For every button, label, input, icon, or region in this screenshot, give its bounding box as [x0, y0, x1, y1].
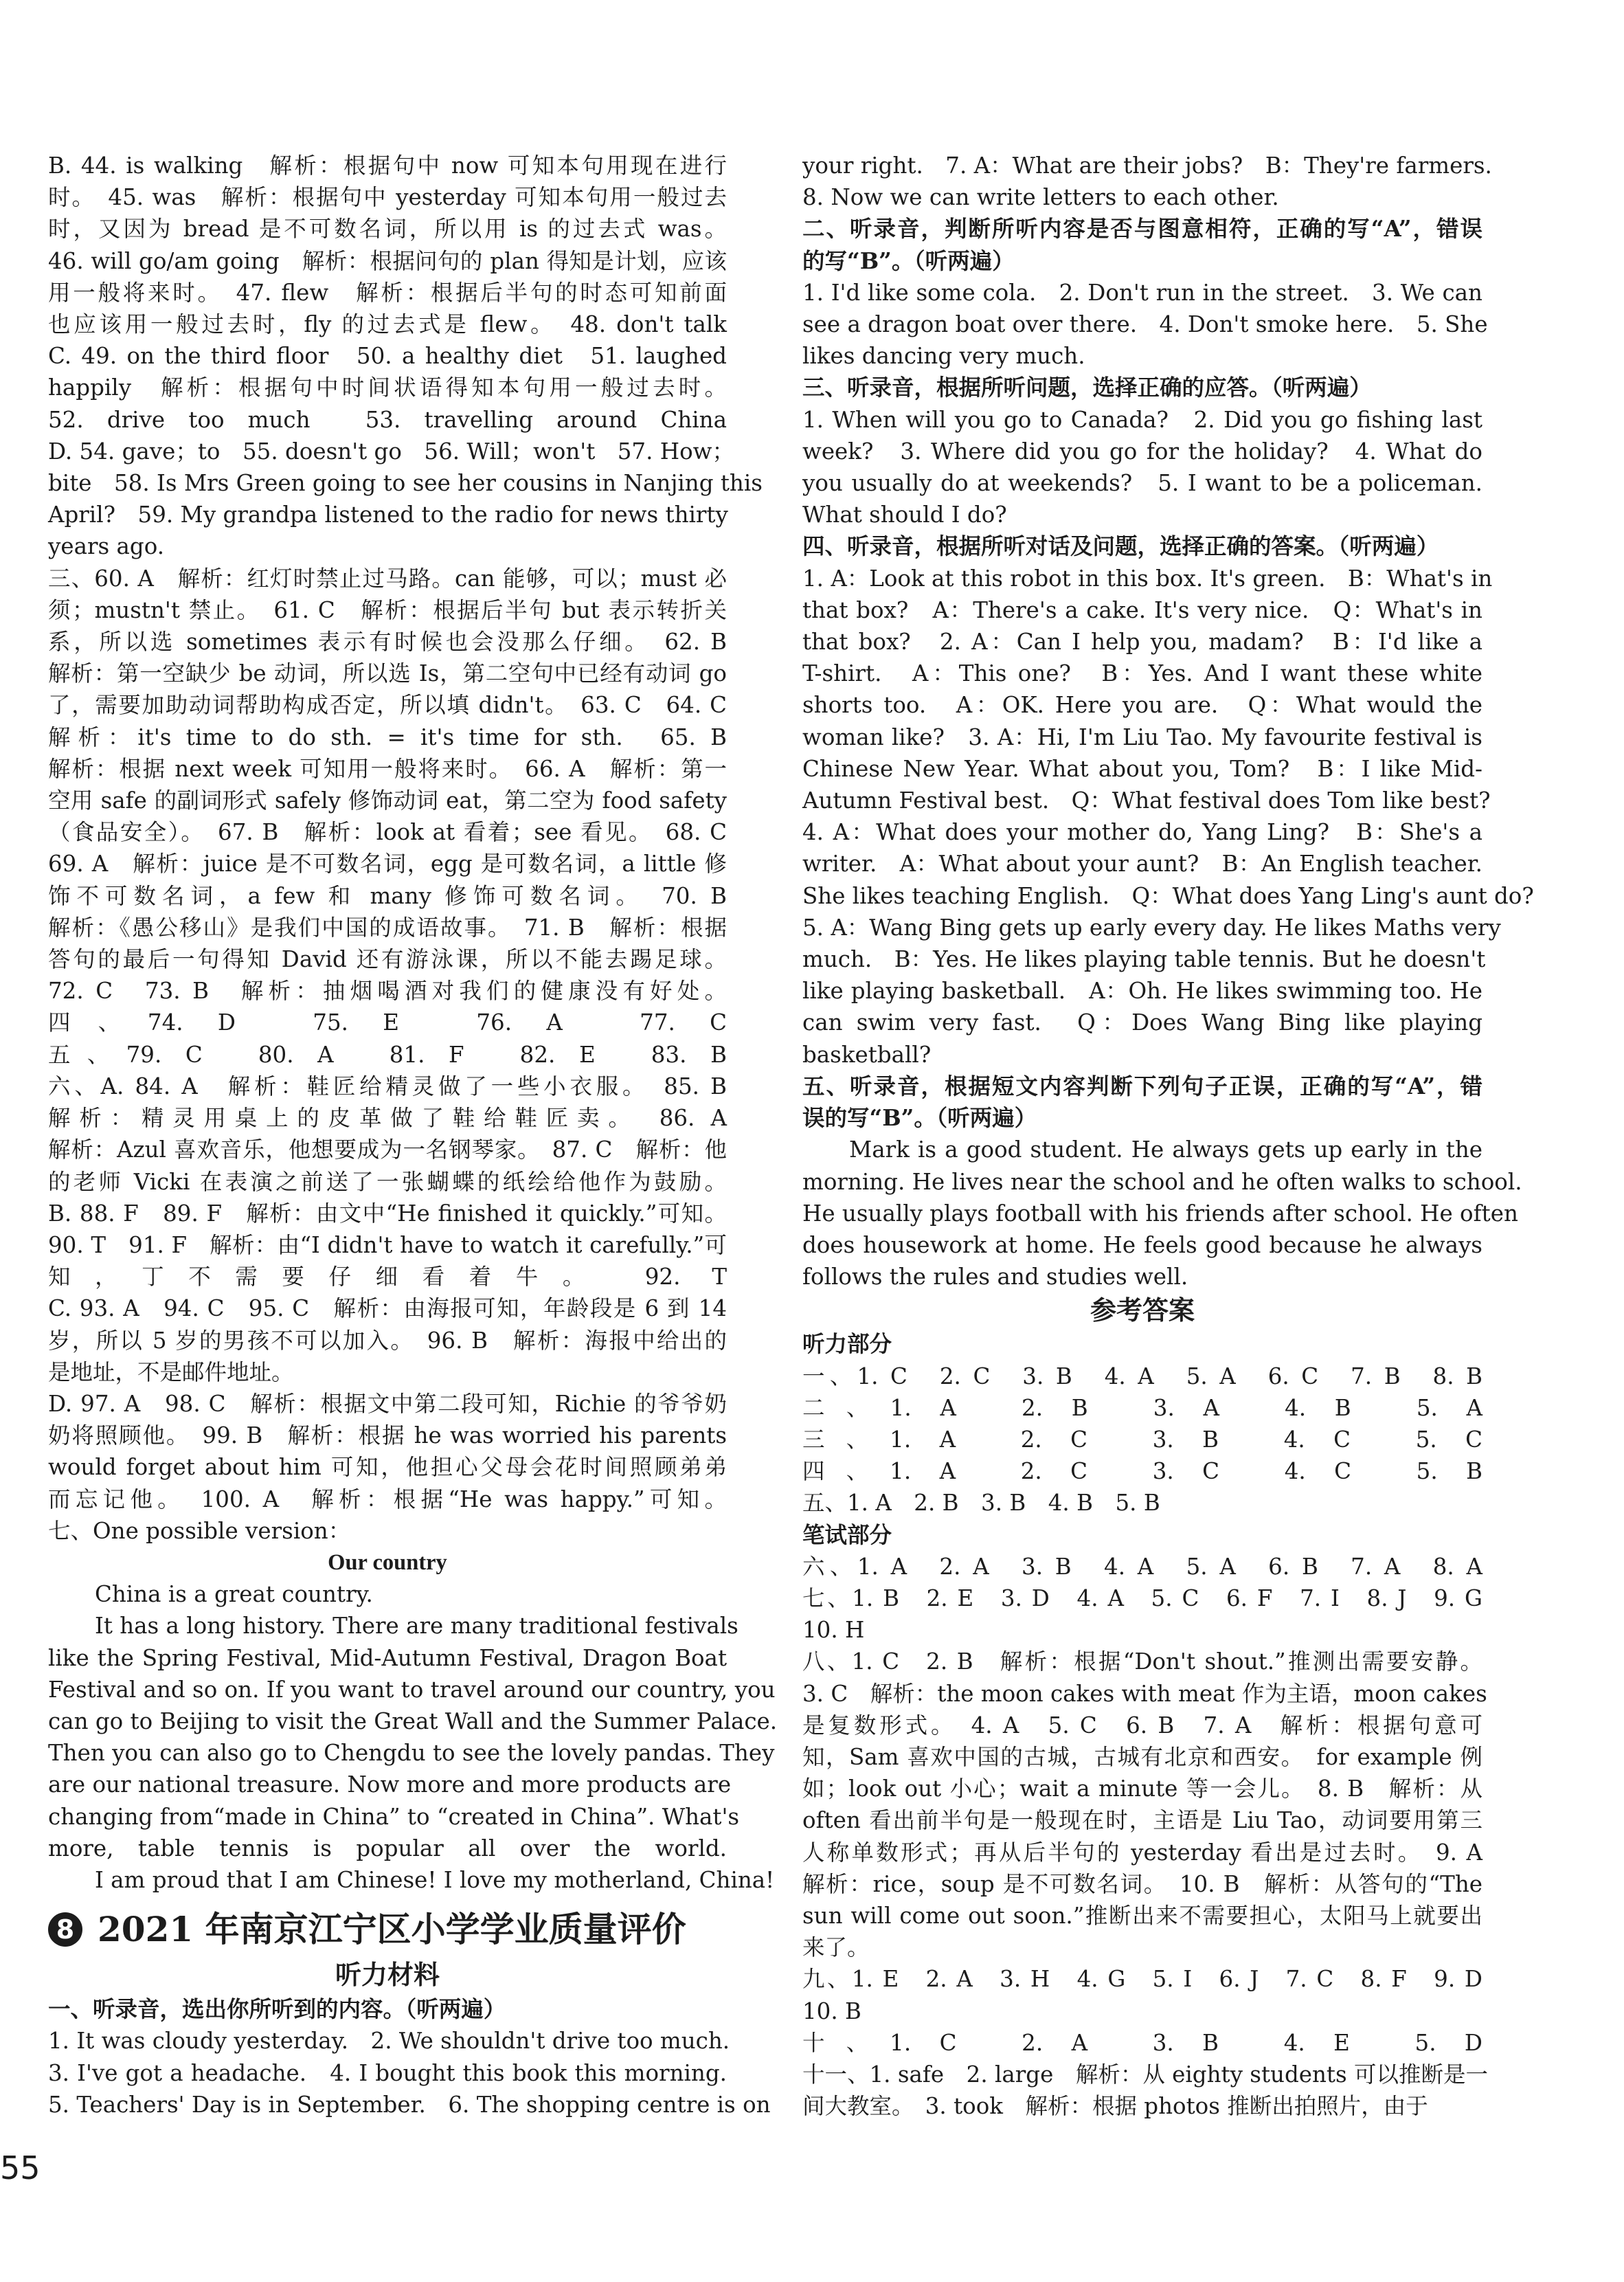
text-line: 解析：Azul 喜欢音乐，他想要成为一名钢琴家。 87. C 解析：他	[48, 1137, 727, 1163]
answer-line: 是复数形式。 4. A 5. C 6. B 7. A 解析：根据句意可	[802, 1712, 1482, 1738]
text-line: that box? A：There's a cake. It's very nice. Q：What's in	[802, 596, 1482, 623]
text-line: 三、60. A 解析：红灯时禁止过马路。can 能够，可以；must 必	[48, 565, 727, 592]
text-line: 1. It was cloudy yesterday. 2. We shouldn't drive too much.	[48, 2028, 730, 2055]
essay-title: Our country	[328, 1550, 447, 1575]
text-line: B. 88. F 89. F 解析：由文中“He finished it quickly.”可知。	[48, 1200, 727, 1227]
text-line: 解析：it's time to do sth. = it's time for sth. 65. B	[48, 724, 727, 750]
answer-line: 十、1. C 2. A 3. B 4. E 5. D	[802, 2029, 1482, 2056]
question-heading: 一、听录音，选出你所听到的内容。（听两遍）	[48, 1995, 506, 2023]
question-body	[802, 404, 1482, 531]
text-line: writer. A：What about your aunt? B：An English teacher.	[802, 851, 1482, 877]
text-line: 奶将照顾他。 99. B 解析：根据 he was worried his parents	[48, 1422, 727, 1449]
text-line: happily 解析：根据句中时间状语得知本句用一般过去时。	[48, 374, 727, 401]
text-line: 5. A：Wang Bing gets up early every day. He likes Maths very	[802, 914, 1501, 941]
text-line: that box? 2. A：Can I help you, madam? B：I'd like a	[802, 629, 1482, 656]
left-column	[48, 150, 778, 2121]
answer-line: 九、1. E 2. A 3. H 4. G 5. I 6. J 7. C 8. F 9. D	[802, 1966, 1482, 1993]
question-heading: 四、听录音，根据所听对话及问题，选择正确的答案。（听两遍）	[802, 533, 1439, 560]
text-line: 8. Now we can write letters to each other.	[802, 184, 1279, 211]
text-line: 3. I've got a headache. 4. I bought this book this morning.	[48, 2059, 727, 2086]
text-line: 系，所以选 sometimes 表示有时候也会没那么仔细。 62. B	[48, 629, 727, 656]
essay-line: more, table tennis is popular all over the world.	[48, 1835, 727, 1861]
writing-answers	[802, 1551, 1488, 2123]
text-line: 的老师 Vicki 在表演之前送了一张蝴蝶的纸绘给他作为鼓励。	[48, 1168, 727, 1195]
section-title-text: 2021 年南京江宁区小学学业质量评价	[98, 1909, 686, 1950]
text-line: 52. drive too much 53. travelling around China	[48, 406, 727, 433]
answer-line: 三、1. A 2. C 3. B 4. C 5. C	[802, 1426, 1482, 1453]
essay-line: It has a long history. There are many traditional festivals	[95, 1613, 738, 1640]
text-line: 四、74. D 75. E 76. A 77. C	[48, 1009, 727, 1036]
answer-line: 3. C 解析：the moon cakes with meat 作为主语，moon cakes	[802, 1680, 1487, 1707]
text-line: much. B：Yes. He likes playing table tennis. But he doesn't	[802, 946, 1486, 973]
text-line: 时。 45. was 解析：根据句中 yesterday 可知本句用一般过去	[48, 184, 727, 211]
text-line: does housework at home. He feels good because he always	[802, 1231, 1482, 1258]
text-line: D. 54. gave；to 55. doesn't go 56. Will；won't 57. How；	[48, 438, 734, 465]
text-line: Autumn Festival best. Q：What festival does Tom like best?	[802, 787, 1491, 814]
text-line: She likes teaching English. Q：What does Yang Ling's aunt do?	[802, 882, 1534, 909]
text-line: 解析：第一空缺少 be 动词，所以选 Is，第二空句中已经有动词 go	[48, 660, 727, 687]
text-line: 七、One possible version：	[48, 1517, 351, 1544]
text-line: 知，丁不需要仔细看着牛。 92. T	[48, 1264, 727, 1290]
answer-line: 解析：rice，soup 是不可数名词。 10. B 解析：从答句的“The	[802, 1870, 1482, 1897]
essay-line: are our national treasure. Now more and more products are	[48, 1771, 732, 1798]
text-line: C. 93. A 94. C 95. C 解析：由海报可知，年龄段是 6 到 14	[48, 1295, 727, 1322]
listening-part-label: 听力部分	[802, 1330, 892, 1358]
listening-answers	[802, 1361, 1482, 1519]
text-line: What should I do?	[802, 502, 1007, 528]
text-line: 解析：《愚公移山》是我们中国的成语故事。 71. B 解析：根据	[48, 914, 727, 941]
text-line: morning. He lives near the school and he often walks to school.	[802, 1168, 1522, 1195]
answer-line: 10. H	[802, 1617, 865, 1644]
text-line: 五、79. C 80. A 81. F 82. E 83. B	[48, 1041, 727, 1068]
text-line: 饰不可数名词，a few 和 many 修饰可数名词。 70. B	[48, 882, 727, 909]
text-line: 5. Teachers' Day is in September. 6. The shopping centre is on	[48, 2091, 771, 2118]
essay-line: can go to Beijing to visit the Great Wall and the Summer Palace.	[48, 1708, 778, 1734]
section-title	[48, 1903, 727, 1956]
question-body	[48, 2025, 771, 2121]
right-column	[802, 150, 1534, 2122]
question-heading: 二、听录音，判断所听内容是否与图意相符，正确的写“A”，错误	[802, 215, 1482, 243]
question-body	[802, 1134, 1522, 1293]
question-heading: 误的写“B”。（听两遍）	[802, 1104, 1037, 1132]
answer-line: 七、1. B 2. E 3. D 4. A 5. C 6. F 7. I 8. J 9. G	[802, 1585, 1482, 1611]
answer-line: 知，Sam 喜欢中国的古城，古城有北京和西安。 for example 例	[802, 1743, 1482, 1770]
text-line: woman like? 3. A：Hi, I'm Liu Tao. My favourite festival is	[802, 724, 1482, 750]
text-line: April? 59. My grandpa listened to the radio for news thirty	[48, 502, 728, 528]
text-line: Mark is a good student. He always gets up early in the	[849, 1137, 1482, 1163]
text-line: week? 3. Where did you go for the holiday? 4. What do	[802, 438, 1482, 465]
text-line: years ago.	[48, 533, 165, 560]
text-line: shorts too. A：OK. Here you are. Q：What would the	[802, 692, 1482, 719]
text-line: 是地址，不是邮件地址。	[48, 1358, 294, 1385]
text-line: you usually do at weekends? 5. I want to be a policeman.	[802, 470, 1482, 497]
question-heading: 五、听录音，根据短文内容判断下列句子正误，正确的写“A”，错	[802, 1072, 1482, 1099]
essay-line: China is a great country.	[95, 1581, 373, 1608]
essay-line: Festival and so on. If you want to travel around our country, you	[48, 1676, 776, 1703]
listening-script-cont	[802, 150, 1492, 213]
answer-line: 人称单数形式；再从后半句的 yesterday 看出是过去时。 9. A	[802, 1839, 1482, 1866]
text-line: 1. A：Look at this robot in this box. It's green. B：What's in	[802, 565, 1493, 592]
section-number-badge: 8	[48, 1912, 82, 1947]
text-line: 1. I'd like some cola. 2. Don't run in the street. 3. We can	[802, 279, 1482, 306]
question-heading: 的写“B”。（听两遍）	[802, 247, 1015, 274]
answer-line: 二、1. A 2. B 3. A 4. B 5. A	[802, 1394, 1482, 1421]
text-line: bite 58. Is Mrs Green going to see her cousins in Nanjing this	[48, 470, 763, 497]
text-line: （食品安全）。 67. B 解析：look at 看着；see 看见。 68. C	[48, 819, 727, 846]
answer-line: often 看出前半句是一般现在时，主语是 Liu Tao，动词要用第三	[802, 1807, 1482, 1834]
answer-line: 间大教室。 3. took 解析：根据 photos 推断出拍照片，由于	[802, 2093, 1428, 2120]
answer-line: 六、1. A 2. A 3. B 4. A 5. A 6. B 7. A 8. A	[802, 1553, 1482, 1580]
text-line: 答句的最后一句得知 David 还有游泳课，所以不能去踢足球。	[48, 946, 727, 973]
text-line: 也应该用一般过去时，fly 的过去式是 flew。 48. don't talk	[48, 311, 727, 338]
text-line: 岁，所以 5 岁的男孩不可以加入。 96. B 解析：海报中给出的	[48, 1327, 727, 1354]
text-line: see a dragon boat over there. 4. Don't smoke here. 5. She	[802, 311, 1488, 338]
writing-part-label: 笔试部分	[802, 1521, 892, 1548]
answer-keys-part1	[48, 150, 763, 1547]
text-line: would forget about him 可知，他担心父母会花时间照顾弟弟	[48, 1454, 727, 1481]
text-line: 72. C 73. B 解析：抽烟喝酒对我们的健康没有好处。	[48, 978, 727, 1005]
answer-line: 如；look out 小心；wait a minute 等一会儿。 8. B 解析：从	[802, 1776, 1482, 1802]
answer-line: 十一、1. safe 2. large 解析：从 eighty students 可以推断是一	[802, 2061, 1488, 2088]
essay-line: Then you can also go to Chengdu to see the lovely pandas. They	[48, 1740, 775, 1767]
text-line: follows the rules and studies well.	[802, 1264, 1188, 1290]
text-line: 空用 safe 的副词形式 safely 修饰动词 eat，第二空为 food safety	[48, 787, 727, 814]
text-line: 须；mustn't 禁止。 61. C 解析：根据后半句 but 表示转折关	[48, 596, 727, 623]
essay-line: like the Spring Festival, Mid-Autumn Festival, Dragon Boat	[48, 1644, 727, 1671]
text-line: 解析：精灵用桌上的皮革做了鞋给鞋匠卖。 86. A	[48, 1105, 727, 1132]
text-line: 90. T 91. F 解析：由“I didn't have to watch it carefully.”可	[48, 1231, 727, 1258]
text-line: 1. When will you go to Canada? 2. Did you go fishing last	[802, 406, 1482, 433]
answer-line: 10. B	[802, 1998, 861, 2024]
answer-line: 一、1. C 2. C 3. B 4. A 5. A 6. C 7. B 8. B	[802, 1363, 1482, 1389]
text-line: 69. A 解析：juice 是不可数名词，egg 是可数名词，a little 修	[48, 851, 727, 877]
answer-line: sun will come out soon.”推断出来不需要担心，太阳马上就要出	[802, 1902, 1482, 1929]
text-line: likes dancing very much.	[802, 343, 1085, 370]
text-line: your right. 7. A：What are their jobs? B：They're farmers.	[802, 153, 1492, 179]
text-line: T-shirt. A：This one? B：Yes. And I want these white	[802, 660, 1482, 687]
text-line: D. 97. A 98. C 解析：根据文中第二段可知，Richie 的爷爷奶	[48, 1390, 727, 1417]
answer-line: 四、1. A 2. C 3. C 4. C 5. B	[802, 1458, 1482, 1485]
text-line: 了，需要加助动词帮助构成否定，所以填 didn't。 63. C 64. C	[48, 692, 727, 719]
text-line: basketball?	[802, 1041, 932, 1068]
essay-line: changing from“made in China” to “created in China”. What's	[48, 1803, 740, 1830]
text-line: B. 44. is walking 解析：根据句中 now 可知本句用现在进行	[48, 153, 727, 179]
question-heading: 三、听录音，根据所听问题，选择正确的应答。（听两遍）	[802, 374, 1372, 401]
text-line: can swim very fast. Q：Does Wang Bing like playing	[802, 1009, 1482, 1036]
text-line: C. 49. on the third floor 50. a healthy diet 51. laughed	[48, 343, 727, 370]
answer-line: 五、1. A 2. B 3. B 4. B 5. B	[802, 1490, 1160, 1517]
listening-material-title: 听力材料	[335, 1959, 440, 1991]
text-line: Chinese New Year. What about you, Tom? B：I like Mid-	[802, 755, 1482, 782]
text-line: 六、A. 84. A 解析：鞋匠给精灵做了一些小衣服。 85. B	[48, 1073, 727, 1099]
text-line: 用一般将来时。 47. flew 解析：根据后半句的时态可知前面	[48, 279, 727, 306]
essay-body	[48, 1610, 778, 1864]
text-line: 解析：根据 next week 可知用一般将来时。 66. A 解析：第一	[48, 755, 727, 782]
question-body	[802, 277, 1488, 372]
page-number: 55	[0, 2149, 41, 2186]
text-line: 而忘记他。 100. A 解析：根据“He was happy.”可知。	[48, 1486, 727, 1512]
text-line: 4. A：What does your mother do, Yang Ling? B：She's a	[802, 819, 1482, 846]
text-line: He usually plays football with his friends after school. He often	[802, 1200, 1518, 1227]
text-line: 时，又因为 bread 是不可数名词，所以用 is 的过去式 was。	[48, 216, 727, 243]
text-line: 46. will go/am going 解析：根据问句的 plan 得知是计划，应该	[48, 247, 727, 274]
answer-line: 来了。	[802, 1934, 870, 1961]
question-body	[802, 563, 1534, 1071]
answers-title: 参考答案	[1090, 1295, 1195, 1326]
answer-line: 八、1. C 2. B 解析：根据“Don't shout.”推测出需要安静。	[802, 1648, 1482, 1675]
text-line: like playing basketball. A：Oh. He likes swimming too. He	[802, 978, 1482, 1005]
essay-line: I am proud that I am Chinese! I love my motherland, China!	[95, 1866, 775, 1893]
